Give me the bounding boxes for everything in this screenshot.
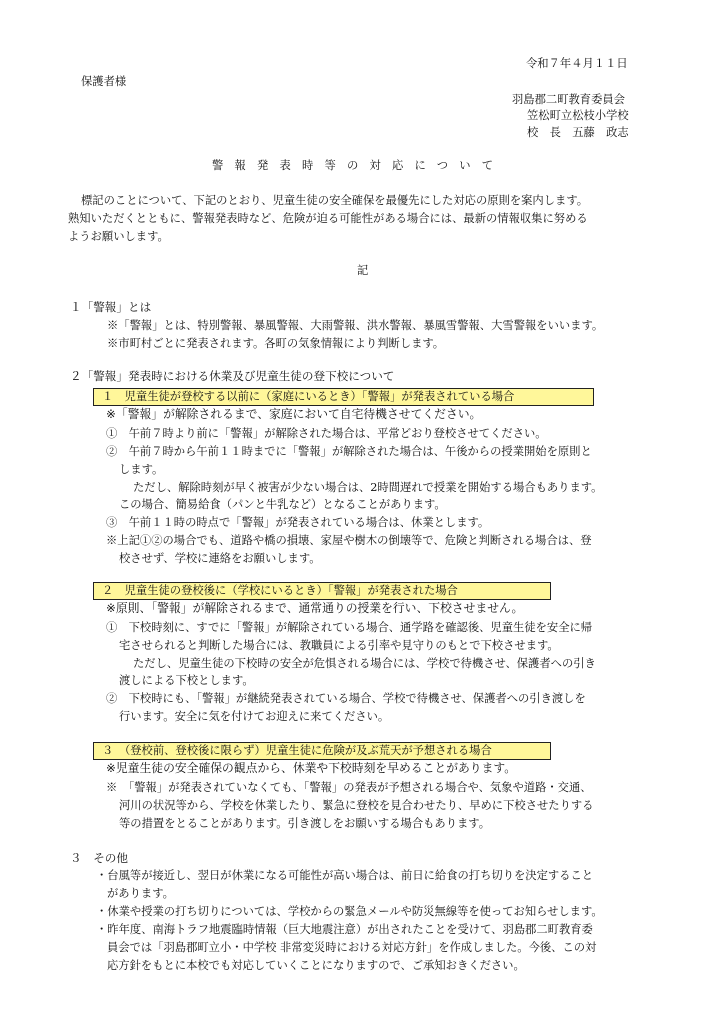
- box2-item-1-line-1: ① 下校時刻に、すでに「警報」が解除されている場合、通学路を確認後、児童生徒を安全に帰: [106, 621, 593, 634]
- other-bullet-3-line-3: 応方針をもとに本校でも対応していくことになりますので、ご承知おきください。: [107, 959, 525, 972]
- box3-title-highlight: [93, 742, 551, 760]
- section1-note-2: ※市町村ごとに発表されます。各町の気象情報により判断します。: [107, 337, 445, 350]
- box3-emphasis: ※児童生徒の安全確保の観点から、休業や下校時刻を早めることがあります。: [106, 761, 517, 775]
- intro-line-2: 熟知いただくとともに、警報発表時など、危険が迫る可能性がある場合には、最新の情報収集に努める: [68, 212, 588, 225]
- section3-heading: ３ その他: [70, 851, 128, 865]
- box3-note-line-3: 等の措置をとることがあります。引き渡しをお願いする場合もあります。: [119, 817, 490, 830]
- box1-item-1: ① 午前７時より前に「警報」が解除された場合は、平常どおり登校させてください。: [106, 427, 547, 440]
- recipient: 保護者様: [81, 75, 127, 88]
- box2-title: ２ 児童生徒の登校後に（学校にいるとき）「警報」が発表された場合: [102, 584, 458, 597]
- intro-line-1: 標記のことについて、下記のとおり、児童生徒の安全確保を最優先にした対応の原則を案内します。: [81, 194, 589, 207]
- section1-heading: １「警報」とは: [70, 300, 152, 314]
- box2-emphasis: ※原則、「警報」が解除されるまで、通常通りの授業を行い、下校させません。: [106, 601, 524, 615]
- box2-item-2-line-1: ② 下校時にも、「警報」が継続発表されている場合、学校で待機させ、保護者への引き渡しを: [106, 692, 586, 705]
- box1-item-2-line-2: します。: [119, 463, 164, 476]
- box2-item-1-line-4: 渡しによる下校とします。: [119, 674, 254, 687]
- box2-item-1-line-3: ただし、児童生徒の下校時の安全が危惧される場合には、学校で待機させ、保護者への引き: [133, 657, 596, 670]
- box1-title: １ 児童生徒が登校する以前に（家庭にいるとき）「警報」が発表されている場合: [102, 390, 515, 403]
- other-bullet-3-line-2: 員会では「羽島郡町立小・中学校 非常変災時における対応方針」を作成しました。今後、この対: [107, 941, 597, 954]
- other-bullet-1-line-2: があります。: [107, 887, 174, 900]
- box3-note-line-1: ※ 「警報」が発表されていなくても、「警報」の発表が予想される場合や、気象や道路・交通、: [106, 781, 592, 794]
- box2-item-1-line-2: 宅させられると判断した場合には、教職員による引率や見守りのもとで下校させます。: [119, 639, 559, 652]
- box1-title-highlight: [93, 388, 594, 406]
- box1-item-2-line-1: ② 午前７時から午前１１時までに「警報」が解除された場合は、午後からの授業開始を原則と: [106, 445, 592, 458]
- other-bullet-3-line-1: ・昨年度、南海トラフ地震臨時情報（巨大地震注意）が出されたことを受けて、羽島郡二町教育委: [96, 923, 593, 936]
- box2-title-highlight: [93, 582, 551, 600]
- box3-note-line-2: 河川の状況等から、学校を休業したり、緊急に登校を見合わせたり、早めに下校させたりする: [119, 799, 594, 812]
- box1-item-3: ③ 午前１１時の時点で「警報」が発表されている場合は、休業とします。: [106, 516, 490, 529]
- other-bullet-2: ・休業や授業の打ち切りについては、学校からの緊急メールや防災無線等を使ってお知らせします。: [96, 905, 603, 918]
- sender-principal: 校 長 五藤 政志: [527, 126, 629, 139]
- sender-org: 羽島郡二町教育委員会: [512, 93, 625, 106]
- section1-note-1: ※「警報」とは、特別警報、暴風警報、大雨警報、洪水警報、暴風雪警報、大雪警報をいいます。: [107, 319, 604, 332]
- date: 令和７年４月１１日: [526, 57, 628, 70]
- box1-emphasis: ※「警報」が解除されるまで、家庭において自宅待機させてください。: [106, 407, 482, 421]
- box1-note-line-2: 校させず、学校に連絡をお願いします。: [119, 552, 321, 565]
- section2-heading: ２「警報」発表時における休業及び児童生徒の登下校について: [70, 369, 395, 383]
- box1-note-line-1: ※上記①②の場合でも、道路や橋の損壊、家屋や樹木の倒壊等で、危険と判断される場合は、登: [106, 534, 592, 547]
- box1-item-2-line-3: ただし、解除時刻が早く被害が少ない場合は、2時間遅れで授業を開始する場合もあります。: [133, 481, 603, 494]
- other-bullet-1-line-1: ・台風等が接近し、翌日が休業になる可能性が高い場合は、前日に給食の打ち切りを決定すること: [96, 869, 594, 882]
- box2-item-2-line-2: 行います。安全に気を付けてお迎えに来てください。: [119, 710, 390, 723]
- box1-item-2-line-4: この場合、簡易給食（パンと牛乳など）となることがあります。: [119, 498, 446, 511]
- sender-school: 笠松町立松枝小学校: [527, 109, 629, 122]
- page-title: 警報発表時等の対応について: [212, 159, 505, 172]
- intro-line-3: ようお願いします。: [68, 230, 169, 243]
- box3-title: ３ （登校前、登校後に限らず）児童生徒に危険が及ぶ荒天が予想される場合: [102, 744, 492, 757]
- ki-mark: 記: [357, 264, 369, 277]
